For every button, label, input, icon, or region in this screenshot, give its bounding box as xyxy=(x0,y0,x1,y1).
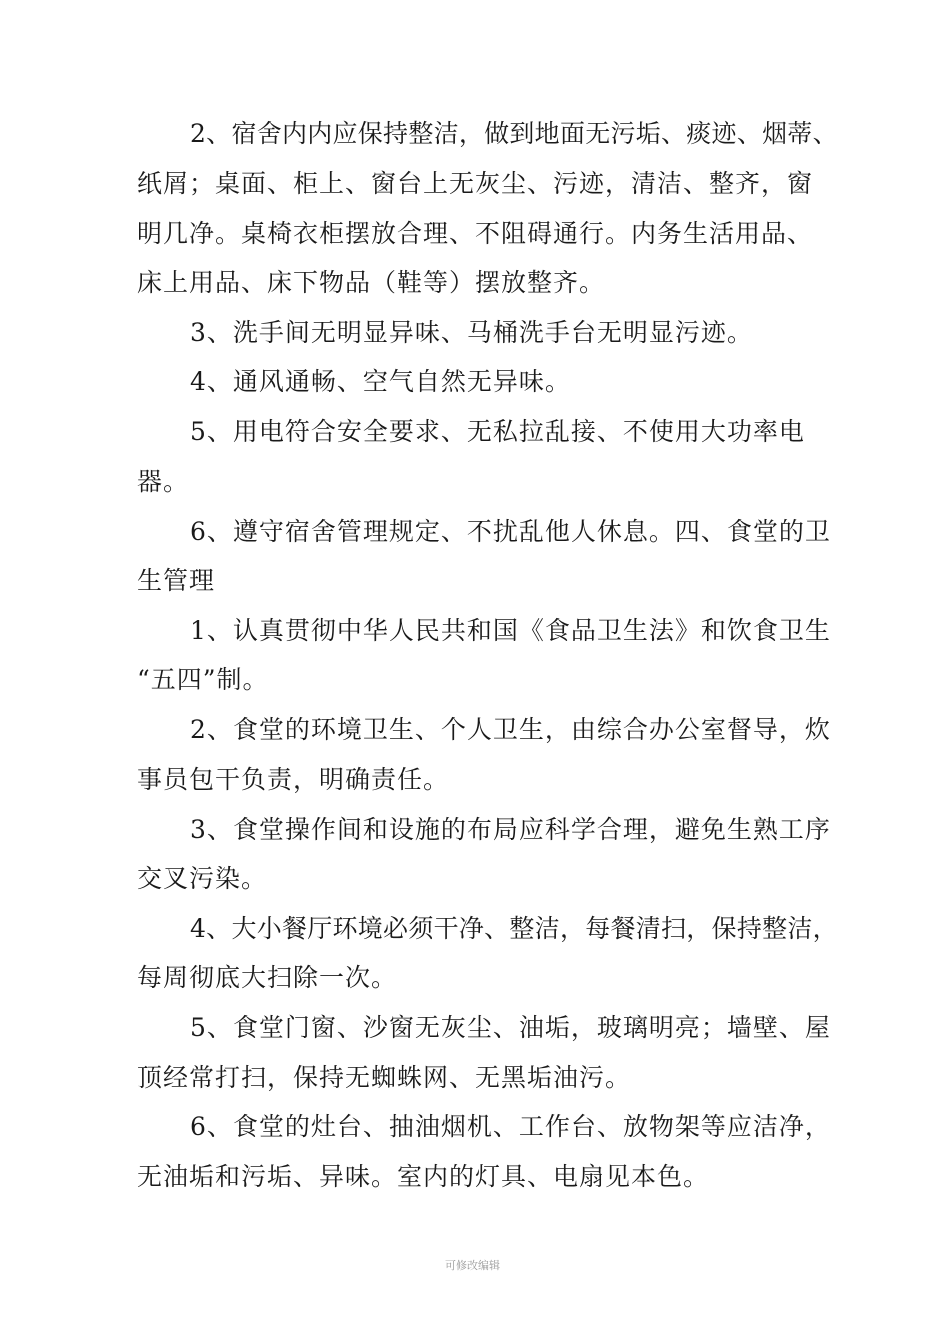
text-line: 6、食堂的灶台、抽油烟机、工作台、放物架等应洁净， xyxy=(190,1112,831,1141)
text-line: 每周彻底大扫除一次。 xyxy=(137,963,398,992)
text-line: 床上用品、床下物品（鞋等）摆放整齐。 xyxy=(137,268,606,297)
text-line: 1、认真贯彻中华人民共和国《食品卫生法》和饮食卫生 xyxy=(190,616,831,645)
text-line: 3、食堂操作间和设施的布局应科学合理，避免生熟工序 xyxy=(190,815,831,844)
text-line: 4、通风通畅、空气自然无异味。 xyxy=(190,367,571,396)
text-line: 5、用电符合安全要求、无私拉乱接、不使用大功率电 xyxy=(190,417,805,446)
text-line: 纸屑；桌面、柜上、窗台上无灰尘、污迹，清洁、整齐，窗 xyxy=(137,169,814,198)
text-line: 器。 xyxy=(137,467,190,496)
text-line: 2、宿舍内内应保持整洁，做到地面无污垢、痰迹、烟蒂、 xyxy=(190,119,838,148)
text-line: 5、食堂门窗、沙窗无灰尘、油垢，玻璃明亮；墙壁、屋 xyxy=(190,1013,831,1042)
text-line: 顶经常打扫，保持无蜘蛛网、无黑垢油污。 xyxy=(137,1063,632,1092)
text-line: 2、食堂的环境卫生、个人卫生，由综合办公室督导，炊 xyxy=(190,715,831,744)
text-line: 生管理 xyxy=(137,566,216,595)
text-line: 无油垢和污垢、异味。室内的灯具、电扇见本色。 xyxy=(137,1162,710,1191)
text-line: 4、大小餐厅环境必须干净、整洁，每餐清扫，保持整洁， xyxy=(190,914,838,943)
text-line: 交叉污染。 xyxy=(137,864,268,893)
text-line: 3、洗手间无明显异味、马桶洗手台无明显污迹。 xyxy=(190,318,753,347)
page-footer-note: 可修改编辑 xyxy=(445,1259,500,1272)
text-line: 6、遵守宿舍管理规定、不扰乱他人休息。四、食堂的卫 xyxy=(190,517,831,546)
text-line: 事员包干负责，明确责任。 xyxy=(137,765,450,794)
text-line: “五四”制。 xyxy=(137,665,269,694)
text-line: 明几净。桌椅衣柜摆放合理、不阻碍通行。内务生活用品、 xyxy=(137,219,814,248)
